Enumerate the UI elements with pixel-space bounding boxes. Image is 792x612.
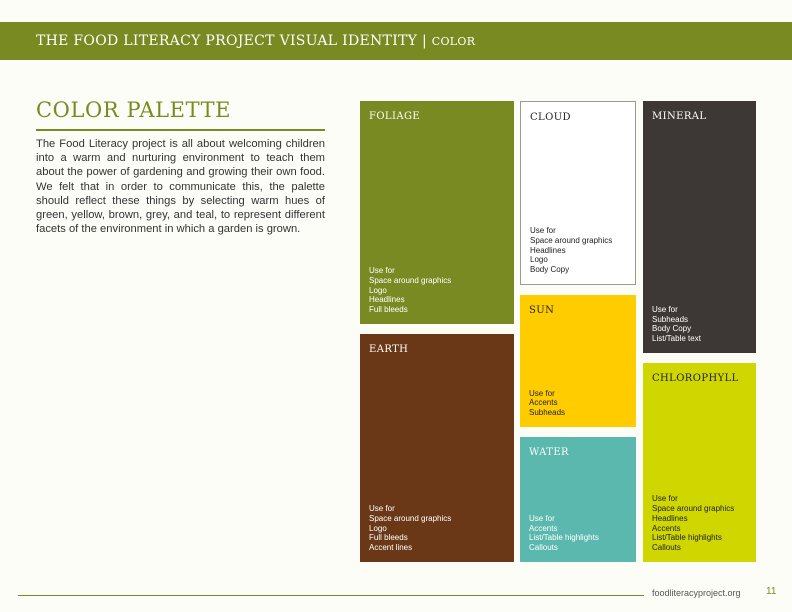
page-title-section: COLOR <box>431 35 476 48</box>
swatch-use-item: Accents <box>529 523 558 533</box>
swatch-cloud <box>520 101 636 285</box>
swatch-use-item: Full bleeds <box>369 305 408 315</box>
swatch-uses <box>529 514 599 553</box>
page-number: 11 <box>766 586 777 597</box>
swatch-use-item: Space around graphics <box>369 513 452 523</box>
swatch-name: EARTH <box>369 344 409 355</box>
swatch-use-item: Accents <box>652 523 681 533</box>
swatch-uses <box>369 504 451 553</box>
swatch-use-item: Full bleeds <box>369 533 408 543</box>
swatch-sun <box>520 295 636 427</box>
swatch-name: WATER <box>529 447 569 458</box>
swatch-name: FOLIAGE <box>369 111 421 122</box>
swatch-use-item: Use for <box>530 226 556 236</box>
swatch-use-item: Use for <box>369 504 395 514</box>
footer-divider <box>18 595 644 596</box>
swatch-use-item: List/Table highlights <box>652 533 722 543</box>
swatch-use-item: List/Table text <box>652 334 701 344</box>
swatch-use-item: Use for <box>369 266 395 276</box>
swatch-use-item: Accent lines <box>369 543 413 553</box>
swatch-mineral <box>643 101 756 353</box>
swatch-earth <box>360 334 514 562</box>
swatch-foliage <box>360 101 514 324</box>
swatch-uses <box>530 226 612 275</box>
footer-url-link[interactable]: foodliteracyproject.org <box>652 588 741 598</box>
swatch-use-item: Subheads <box>529 408 566 418</box>
swatch-use-item: Use for <box>652 494 678 504</box>
swatch-use-item: Space around graphics <box>530 235 613 245</box>
section-divider <box>36 129 325 131</box>
swatch-uses <box>652 305 701 344</box>
swatch-use-item: Headlines <box>530 245 566 255</box>
section-heading: COLOR PALETTE <box>36 98 232 122</box>
swatch-use-item: Space around graphics <box>369 275 452 285</box>
swatch-chlorophyll <box>643 363 756 562</box>
swatch-name: CHLOROPHYLL <box>652 373 739 384</box>
swatch-use-item: Space around graphics <box>652 504 735 514</box>
swatch-name: SUN <box>529 305 555 316</box>
swatch-use-item: Headlines <box>652 513 688 523</box>
swatch-use-item: Headlines <box>369 295 405 305</box>
swatch-uses <box>652 494 734 553</box>
swatch-use-item: Logo <box>369 523 387 533</box>
header-banner <box>0 22 792 60</box>
swatch-name: CLOUD <box>530 112 571 123</box>
swatch-use-item: List/Table highlights <box>529 533 599 543</box>
swatch-use-item: Logo <box>530 255 548 265</box>
swatch-use-item: Logo <box>369 285 387 295</box>
swatch-use-item: Body Copy <box>652 324 692 334</box>
page-title <box>36 33 475 49</box>
swatch-use-item: Use for <box>529 388 555 398</box>
swatch-use-item: Callouts <box>652 543 681 553</box>
intro-paragraph: The Food Literacy project is all about welcoming children into a warm and nurturing environment to teach them about the power of gardening and growing their own food. We felt that in order to communicate this, the palette should reflect these things by selecting warm hues of green, yellow, brown, grey, and teal, to represent different facets of the environment in which a garden is grown. <box>36 138 325 236</box>
swatch-use-item: Callouts <box>529 543 558 553</box>
swatch-uses <box>529 389 565 418</box>
swatch-use-item: Body Copy <box>530 265 570 275</box>
swatch-use-item: Use for <box>652 304 678 314</box>
swatch-use-item: Accents <box>529 398 558 408</box>
title-separator: | <box>417 33 432 49</box>
page-title-main: THE FOOD LITERACY PROJECT VISUAL IDENTITY <box>36 33 418 49</box>
swatch-use-item: Subheads <box>652 314 689 324</box>
swatch-uses <box>369 266 451 315</box>
swatch-use-item: Use for <box>529 513 555 523</box>
swatch-name: MINERAL <box>652 111 707 122</box>
swatch-water <box>520 437 636 562</box>
